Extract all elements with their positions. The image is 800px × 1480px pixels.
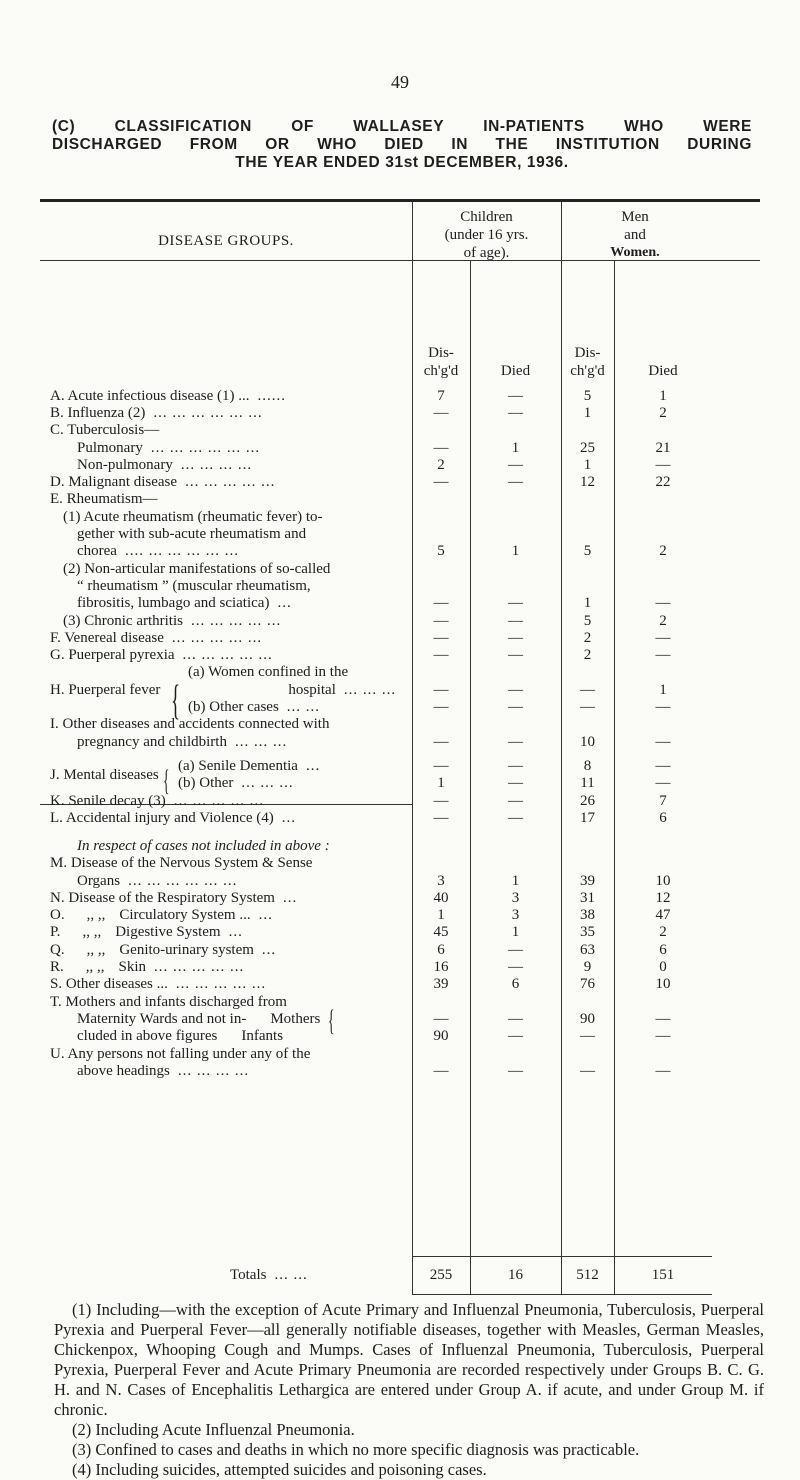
cell-r-m-dis: 9 [583,959,592,975]
leader-dots: ... [282,890,298,906]
ditto-marks: ,, ,, [86,907,106,923]
cell-n-c-died: 3 [511,890,520,906]
cell-h-c-dis: — [433,682,449,698]
cell-n-c-dis: 40 [433,890,449,906]
row-sub-label: Mothers [270,1011,321,1027]
cell-b-m-dis: 1 [583,405,592,421]
leader-dots: ... ... ... ... ... ... [128,873,238,889]
cell-d-m-died: 22 [655,474,671,490]
cell-hb-c-dis: — [433,699,449,715]
cell-i-c-died: — [508,734,523,750]
cell-totals-m-died: 151 [651,1267,675,1283]
cell-g-m-died: — [655,647,671,663]
ditto-marks: ,, ,, [86,942,106,958]
row-label-g: G. Puerperal pyrexia ... ... ... ... ... [50,647,273,663]
leader-dots: ... ... ... ... ... [171,630,263,646]
cell-p-m-died: 2 [659,924,667,940]
leader-dots: ... ... ... ... [180,457,253,473]
title-line-2: DISCHARGED FROM OR WHO DIED IN THE INSTITUTION DURING [52,136,752,153]
row-label-b: B. Influenza (2) ... ... ... ... ... ... [50,405,263,421]
totals-rule-bottom [412,1294,712,1295]
cell-c2-m-dis: 1 [583,457,592,473]
cell-n-m-dis: 31 [580,890,595,906]
header-men-died: Died [648,363,678,379]
row-label-t1: Maternity Wards and not in- Mothers [77,1011,321,1027]
row-label-c: C. Tuberculosis— [50,422,160,438]
row-label-s: S. Other diseases ... ... ... ... ... ... [50,976,267,992]
title-line-1: (C) CLASSIFICATION OF WALLASEY IN-PATIENTS WHO WERE [52,118,752,135]
brace-puerperal-fever: { [171,678,181,724]
row-label-e1b: gether with sub-acute rheumatism and [77,526,307,542]
row-label-j: J. Mental diseases [50,767,159,783]
row-label-ha: (a) Women confined in the [188,664,349,680]
header-disease-groups: DISEASE GROUPS. [158,233,294,249]
leader-dots: ... [228,924,243,940]
row-label-hb: (b) Other cases ... ... [188,699,321,715]
row-label-e3: (3) Chronic arthritis ... ... ... ... ... [63,613,282,629]
leader-dots: ... ... ... ... ... [173,793,265,809]
row-label-i: pregnancy and childbirth ... ... ... [77,734,288,750]
leader-dots: ... ... [274,1267,308,1283]
cell-e2c-c-dis: — [433,595,449,611]
row-label-ja: (a) Senile Dementia ... [178,758,321,774]
header-men-women: Men and Women. [610,209,660,260]
row-label-e2c: fibrositis, lumbago and sciatica) ... [77,595,292,611]
row-sub-label: Skin [118,959,147,975]
row-sub-label: Circulatory System ... [119,907,251,923]
footnote-1: (1) Including—with the exception of Acute Primary and Influenzal Pneumonia, Tuberculosis, Puerperal Pyrexia and Puerperal Fever—all generally notifiable diseases, together with Measles, German Measles, Chickenpox, Whooping Cough and Mumps. Cases of Influenzal Pneumonia, Tuberculosis, Puerperal Pyrexia, Puerperal Fever and Acute Primary Pneumonia are recorded respectively under Groups B. C. G. H. and N. Cases of Encephalitis Lethargica are entered under Group A. if acute, and under Group M. if chronic. [54,1300,764,1419]
cell-d-m-dis: 12 [580,474,595,490]
cell-t2-m-died: — [655,1028,671,1044]
cell-i-m-died: — [655,734,671,750]
cell-ja-c-died: — [508,758,523,774]
cell-ja-c-dis: — [433,758,449,774]
header-children-discharged: Dis- ch'g'd [423,345,459,379]
cell-l-m-dis: 17 [580,810,595,826]
row-label-l: L. Accidental injury and Violence (4) ... [50,810,296,826]
cell-e3-c-died: — [508,613,523,629]
page-title [52,118,752,172]
cell-o-m-dis: 38 [580,907,595,923]
header-children: Children (under 16 yrs. of age). [444,209,529,261]
cell-e1c-c-dis: 5 [437,543,445,559]
row-label-q: Q. ,, ,, Genito-urinary system ... [50,942,277,958]
cell-s-m-died: 10 [655,976,671,992]
cell-b-c-dis: — [433,405,449,421]
row-label-f: F. Venereal disease ... ... ... ... ... [50,630,263,646]
row-label-r: R. ,, ,, Skin ... ... ... ... ... [50,959,245,975]
cell-e1c-c-died: 1 [511,543,520,559]
cell-h-m-dis: — [580,682,595,698]
cell-i-c-dis: — [433,734,449,750]
brace-mothers-infants: { [328,1004,335,1037]
cell-b-m-died: 2 [659,405,667,421]
row-sub-label: Genito-urinary system [119,942,254,958]
cell-l-c-dis: — [433,810,449,826]
page-number: 49 [391,72,409,92]
row-label-e: E. Rheumatism— [50,491,158,507]
row-label-h: H. Puerperal fever hospital ... ... ... [50,682,397,698]
cell-c2-c-died: — [508,457,523,473]
row-label-e2b: “ rheumatism ” (muscular rheumatism, [77,578,311,594]
cell-ja-m-dis: 8 [583,758,592,774]
cell-r-c-died: — [508,959,523,975]
cell-h-m-died: 1 [659,682,667,698]
row-sub-label: Infants [241,1028,284,1044]
leader-dots: ... ... ... ... ... ... [150,440,261,456]
cell-e1c-m-died: 2 [659,543,667,559]
cell-a-c-died: — [508,388,523,404]
cell-k-m-died: 7 [659,793,667,809]
cell-m-m-dis: 39 [580,873,595,889]
row-label-totals: Totals ... ... [230,1267,308,1283]
cell-f-c-dis: — [433,630,449,646]
row-label-ia: I. Other diseases and accidents connected with [50,716,330,732]
leader-dots: ...... [257,388,287,404]
row-label-p: P. ,, ,, Digestive System ... [50,924,243,940]
title-line-3: THE YEAR ENDED 31st DECEMBER, 1936. [235,154,569,171]
cell-o-m-died: 47 [655,907,671,923]
cell-r-m-died: 0 [659,959,667,975]
leader-dots: ... [281,810,296,826]
cell-e1c-m-dis: 5 [583,543,592,559]
leader-dots: ... ... ... [234,734,288,750]
row-label-c1: Pulmonary ... ... ... ... ... ... [77,440,261,456]
cell-totals-m-dis: 512 [576,1267,599,1283]
cell-l-c-died: — [508,810,523,826]
cell-d-c-died: — [508,474,523,490]
cell-r-c-dis: 16 [433,959,449,975]
cell-u-m-dis: — [580,1063,595,1079]
row-label-d: D. Malignant disease ... ... ... ... ... [50,474,276,490]
cell-q-m-dis: 63 [580,942,595,958]
leader-dots: ... [277,595,292,611]
cell-k-m-dis: 26 [580,793,595,809]
leader-dots: ... ... ... [343,682,397,698]
row-label-jb: (b) Other ... ... ... [178,775,294,791]
totals-rule-top [412,1256,712,1257]
cell-p-c-dis: 45 [433,924,449,940]
row-label-ta: T. Mothers and infants discharged from [50,994,287,1010]
cell-g-c-died: — [508,647,523,663]
ditto-marks: ,, ,, [82,924,102,940]
cell-o-c-dis: 1 [437,907,445,923]
cell-e3-c-dis: — [433,613,449,629]
cell-i-m-dis: 10 [580,734,595,750]
cell-o-c-died: 3 [511,907,520,923]
cell-g-c-dis: — [433,647,449,663]
cell-e2c-m-died: — [655,595,671,611]
row-label-m: Organs ... ... ... ... ... ... [77,873,238,889]
leader-dots: .... ... ... ... ... ... [124,543,239,559]
cell-t1-m-dis: 90 [580,1011,595,1027]
leader-dots: ... ... ... ... ... [154,959,245,975]
cell-m-c-dis: 3 [437,873,445,889]
row-label-e2a: (2) Non-articular manifestations of so-called [63,561,331,577]
cell-a-m-died: 1 [659,388,667,404]
cell-k-c-dis: — [433,793,449,809]
cell-e3-m-died: 2 [659,613,667,629]
footnote-3: (3) Confined to cases and deaths in which no more specific diagnosis was practicable. [72,1440,640,1459]
leader-dots: ... ... ... ... ... [185,474,276,490]
leader-dots: ... ... ... ... [177,1063,250,1079]
cell-k-c-died: — [508,793,523,809]
table-top-rule [40,199,760,202]
cell-a-c-dis: 7 [437,388,445,404]
cell-c1-c-died: 1 [511,440,520,456]
cell-f-m-died: — [655,630,671,646]
cell-c1-c-dis: — [433,440,449,456]
footnote-2: (2) Including Acute Influenzal Pneumonia. [72,1420,355,1439]
row-label-o: O. ,, ,, Circulatory System ... ... [50,907,273,923]
cell-s-c-dis: 39 [433,976,449,992]
cell-e2c-c-died: — [508,595,523,611]
row-label-intro: In respect of cases not included in above : [77,838,330,854]
row-sub-label: hospital [288,682,336,698]
cell-ja-m-died: — [655,758,671,774]
cell-q-m-died: 6 [659,942,667,958]
cell-jb-m-died: — [655,775,671,791]
brace-mental-diseases: { [163,764,170,797]
header-rule-left [40,260,412,261]
cell-jb-c-dis: 1 [437,775,445,791]
cell-h-c-died: — [508,682,523,698]
cell-q-c-died: — [508,942,523,958]
cell-hb-c-died: — [508,699,523,715]
cell-f-c-died: — [508,630,523,646]
cell-s-m-dis: 76 [580,976,595,992]
cell-n-m-died: 12 [655,890,671,906]
cell-u-c-died: — [508,1063,523,1079]
cell-t2-m-dis: — [580,1028,595,1044]
ditto-marks: ,, ,, [85,959,105,975]
cell-jb-c-died: — [508,775,523,791]
leader-dots: ... ... [286,699,321,715]
cell-s-c-died: 6 [511,976,520,992]
cell-m-c-died: 1 [511,873,520,889]
cell-u-m-died: — [655,1063,671,1079]
footnotes [54,1300,764,1480]
leader-dots: ... ... ... [241,775,294,791]
leader-dots: ... ... ... ... ... [182,647,273,663]
cell-jb-m-dis: 11 [580,775,595,791]
cell-m-m-died: 10 [655,873,671,889]
row-label-n: N. Disease of the Respiratory System ... [50,890,298,906]
row-label-t2: cluded in above figures Infants [77,1028,284,1044]
cell-t1-c-dis: — [433,1011,449,1027]
cell-hb-m-died: — [655,699,671,715]
cell-f-m-dis: 2 [583,630,592,646]
cell-totals-c-dis: 255 [429,1267,453,1283]
cell-c2-c-dis: 2 [437,457,445,473]
row-label-c2: Non-pulmonary ... ... ... ... [77,457,253,473]
cell-e2c-m-dis: 1 [583,595,592,611]
cell-g-m-dis: 2 [583,647,592,663]
footnote-4: (4) Including suicides, attempted suicides and poisoning cases. [72,1460,487,1479]
cell-totals-c-died: 16 [508,1267,523,1283]
leader-dots: ... [261,942,277,958]
cell-l-m-died: 6 [659,810,667,826]
cell-c2-m-died: — [655,457,671,473]
cell-d-c-dis: — [433,474,449,490]
leader-dots: ... ... ... ... ... [190,613,282,629]
leader-dots: ... ... ... ... ... ... [153,405,263,421]
cell-u-c-dis: — [433,1063,449,1079]
cell-hb-m-dis: — [580,699,595,715]
row-label-k: K. Senile decay (3) ... ... ... ... ... [50,793,265,809]
cell-q-c-dis: 6 [437,942,445,958]
row-label-ua: U. Any persons not falling under any of the [50,1046,311,1062]
row-label-a: A. Acute infectious disease (1) ... ...... [50,388,287,404]
row-label-ma: M. Disease of the Nervous System & Sense [50,855,313,871]
leader-dots: ... [258,907,273,923]
row-label-e1c: chorea .... ... ... ... ... ... [77,543,239,559]
cell-t1-c-died: — [508,1011,523,1027]
cell-t1-m-died: — [655,1011,671,1027]
header-children-died: Died [500,363,531,379]
leader-dots: ... [305,758,321,774]
leader-dots: ... ... ... ... ... [175,976,267,992]
cell-c1-m-died: 21 [655,440,671,456]
cell-p-m-dis: 35 [580,924,595,940]
cell-t2-c-dis: 90 [433,1028,449,1044]
header-men-discharged: Dis- ch'g'd [570,345,605,379]
row-sub-label: Digestive System [115,924,221,940]
cell-e3-m-dis: 5 [583,613,592,629]
row-label-e1a: (1) Acute rheumatism (rheumatic fever) to- [63,509,323,525]
cell-t2-c-died: — [508,1028,523,1044]
row-label-u: above headings ... ... ... ... [77,1063,250,1079]
cell-b-c-died: — [508,405,523,421]
cell-a-m-dis: 5 [583,388,592,404]
cell-c1-m-dis: 25 [580,440,595,456]
cell-p-c-died: 1 [511,924,520,940]
